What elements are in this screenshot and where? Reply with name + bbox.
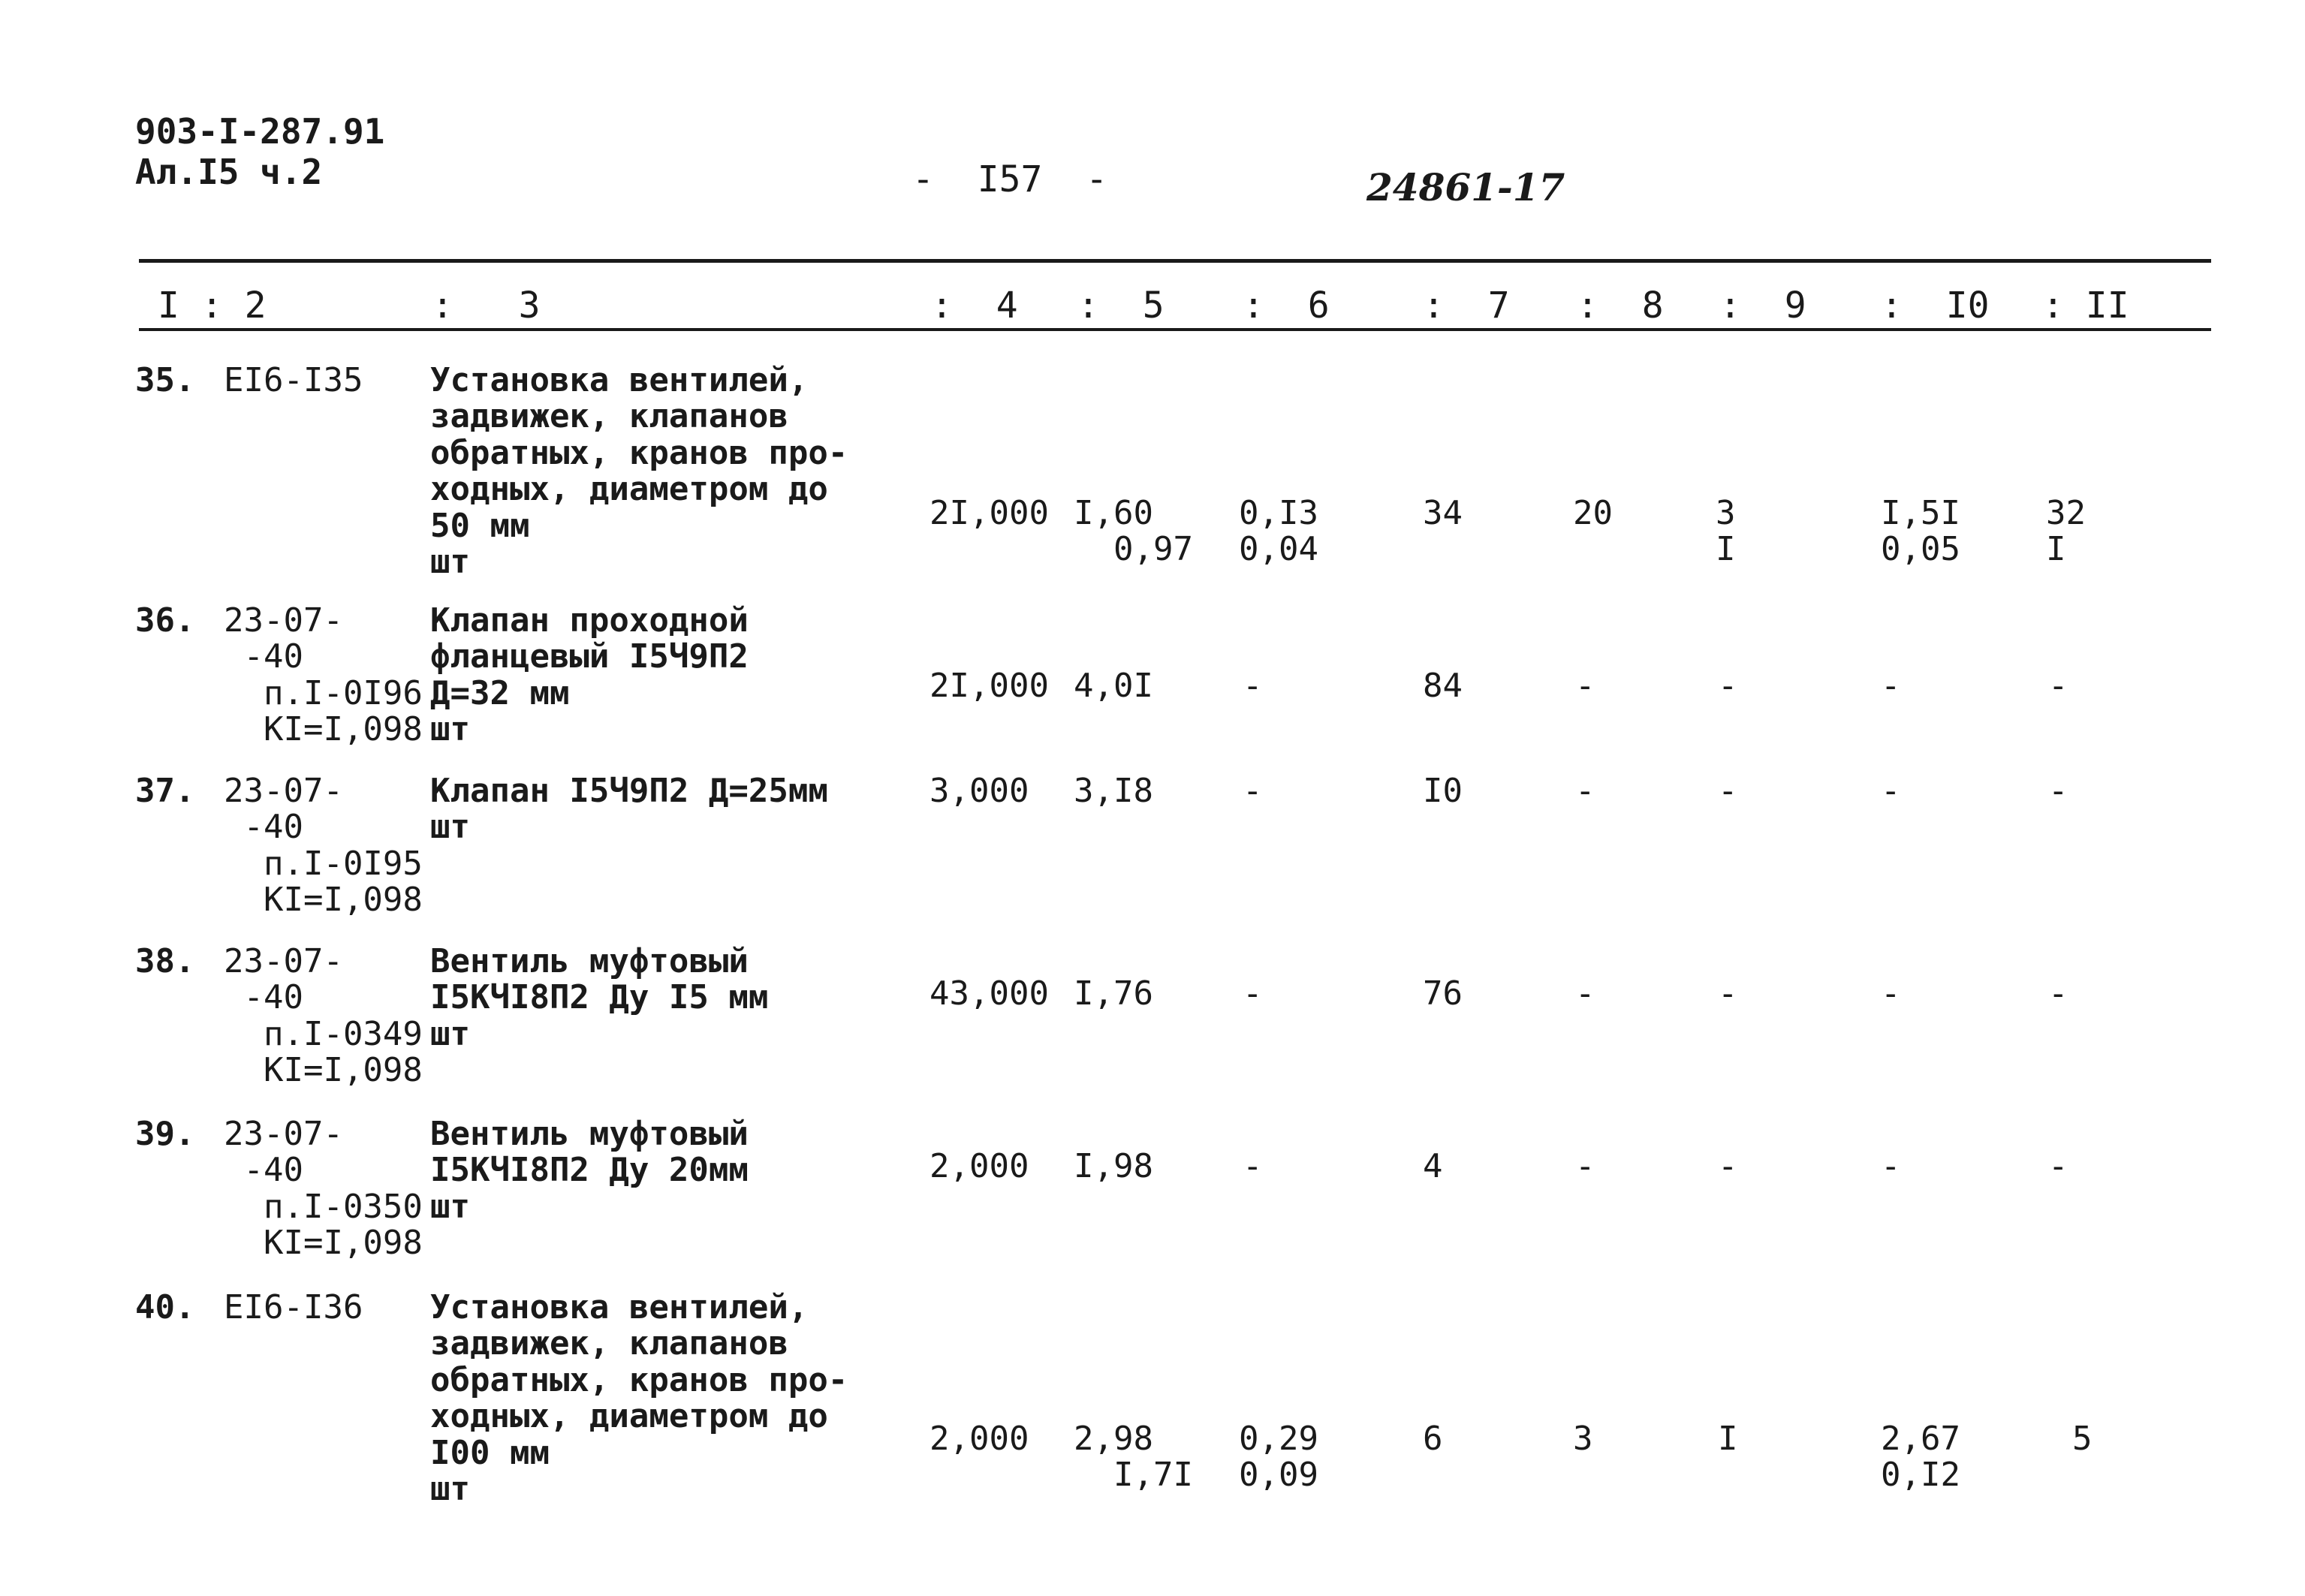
col-11-value: 32 I bbox=[2046, 494, 2086, 569]
work-description: Установка вентилей, задвижек, клапанов обратных, кранов про- ходных, диаметром до I00 мм шт bbox=[430, 1288, 848, 1508]
norm-code: 23-07- -40 п.I-0I96 KI=I,098 bbox=[224, 601, 423, 749]
norm-code: 23-07- -40 п.I-0I95 KI=I,098 bbox=[224, 772, 423, 920]
col-6-value: - bbox=[1243, 667, 1263, 705]
unit-cost: 4,0I bbox=[1074, 667, 1153, 705]
norm-code: 23-07- -40 п.I-0350 KI=I,098 bbox=[224, 1115, 423, 1263]
col-9-value: - bbox=[1718, 772, 1738, 810]
col-8-value: - bbox=[1575, 772, 1595, 810]
col-10-value: - bbox=[1881, 974, 1901, 1013]
unit-cost: I,98 bbox=[1074, 1147, 1153, 1185]
col-11-value: - bbox=[2048, 772, 2068, 810]
column-header-8: : 8 bbox=[1577, 285, 1664, 327]
col-9-value: - bbox=[1718, 1147, 1738, 1185]
col-10-value: - bbox=[1881, 1147, 1901, 1185]
work-description: Вентиль муфтовый I5КЧI8П2 Ду 20мм шт bbox=[430, 1115, 749, 1226]
column-header-7: : 7 bbox=[1423, 285, 1510, 327]
col-10-value: - bbox=[1881, 667, 1901, 705]
row-number: 39. bbox=[135, 1115, 195, 1153]
work-description: Вентиль муфтовый I5КЧI8П2 Ду I5 мм шт bbox=[430, 942, 769, 1053]
col-8-value: - bbox=[1575, 1147, 1595, 1185]
total-cost: 84 bbox=[1423, 667, 1463, 705]
row-number: 36. bbox=[135, 601, 195, 640]
col-11-value: - bbox=[2048, 667, 2068, 705]
table-top-rule bbox=[139, 259, 2211, 263]
column-header-10: : I0 bbox=[1881, 285, 1990, 327]
col-6-value: - bbox=[1243, 772, 1263, 810]
col-9-value: - bbox=[1718, 667, 1738, 705]
work-description: Клапан проходной фланцевый I5Ч9П2 Д=32 мм шт bbox=[430, 601, 749, 749]
col-9-value: - bbox=[1718, 974, 1738, 1013]
total-cost: 34 bbox=[1423, 494, 1463, 532]
quantity: 43,000 bbox=[930, 974, 1049, 1013]
column-header-5: : 5 bbox=[1077, 285, 1165, 327]
col-6-value: - bbox=[1243, 974, 1263, 1013]
table-header-rule bbox=[139, 328, 2211, 331]
quantity: 2I,000 bbox=[930, 667, 1049, 705]
norm-code: 23-07- -40 п.I-0349 KI=I,098 bbox=[224, 942, 423, 1090]
quantity: 2,000 bbox=[930, 1420, 1029, 1458]
col-8-value: 3 bbox=[1573, 1420, 1593, 1458]
sheet-label: Ал.I5 ч.2 bbox=[135, 152, 323, 192]
col-11-value: - bbox=[2048, 974, 2068, 1013]
row-number: 38. bbox=[135, 942, 195, 980]
row-number: 37. bbox=[135, 772, 195, 810]
col-8-value: - bbox=[1575, 667, 1595, 705]
col-11-value: - bbox=[2048, 1147, 2068, 1185]
work-description: Установка вентилей, задвижек, клапанов обратных, кранов про- ходных, диаметром до 50 мм шт bbox=[430, 361, 848, 581]
quantity: 3,000 bbox=[930, 772, 1029, 810]
col-6-value: - bbox=[1243, 1147, 1263, 1185]
col-8-value: - bbox=[1575, 974, 1595, 1013]
handwritten-reference: 24861-17 bbox=[1366, 165, 1565, 209]
col-9-value: I bbox=[1718, 1420, 1738, 1458]
column-header-4: : 4 bbox=[931, 285, 1018, 327]
col-10-value: - bbox=[1881, 772, 1901, 810]
quantity: 2I,000 bbox=[930, 494, 1049, 532]
total-cost: 6 bbox=[1423, 1420, 1443, 1458]
norm-code: EI6-I36 bbox=[224, 1288, 363, 1326]
unit-cost: I,76 bbox=[1074, 974, 1153, 1013]
page-number: - I57 - bbox=[912, 158, 1108, 200]
col-10-value: I,5I 0,05 bbox=[1881, 494, 1960, 569]
column-header-3: : 3 bbox=[432, 285, 541, 327]
row-number: 35. bbox=[135, 361, 195, 399]
quantity: 2,000 bbox=[930, 1147, 1029, 1185]
total-cost: 76 bbox=[1423, 974, 1463, 1013]
column-header-6: : 6 bbox=[1243, 285, 1330, 327]
col-9-value: 3 I bbox=[1716, 494, 1736, 569]
col-6-value: 0,29 0,09 bbox=[1239, 1420, 1318, 1495]
column-header-9: : 9 bbox=[1719, 285, 1806, 327]
column-header-1-2: I : 2 bbox=[158, 285, 267, 327]
total-cost: I0 bbox=[1423, 772, 1463, 810]
col-11-value: 5 bbox=[2072, 1420, 2093, 1458]
row-number: 40. bbox=[135, 1288, 195, 1326]
doc-code: 903-I-287.91 bbox=[135, 111, 385, 152]
norm-code: EI6-I35 bbox=[224, 361, 363, 399]
work-description: Клапан I5Ч9П2 Д=25мм шт bbox=[430, 772, 828, 847]
unit-cost: 3,I8 bbox=[1074, 772, 1153, 810]
total-cost: 4 bbox=[1423, 1147, 1443, 1185]
col-10-value: 2,67 0,I2 bbox=[1881, 1420, 1960, 1495]
col-8-value: 20 bbox=[1573, 494, 1613, 532]
unit-cost: I,60 0,97 bbox=[1074, 494, 1193, 569]
col-6-value: 0,I3 0,04 bbox=[1239, 494, 1318, 569]
column-header-11: : II bbox=[2042, 285, 2129, 327]
unit-cost: 2,98 I,7I bbox=[1074, 1420, 1193, 1495]
